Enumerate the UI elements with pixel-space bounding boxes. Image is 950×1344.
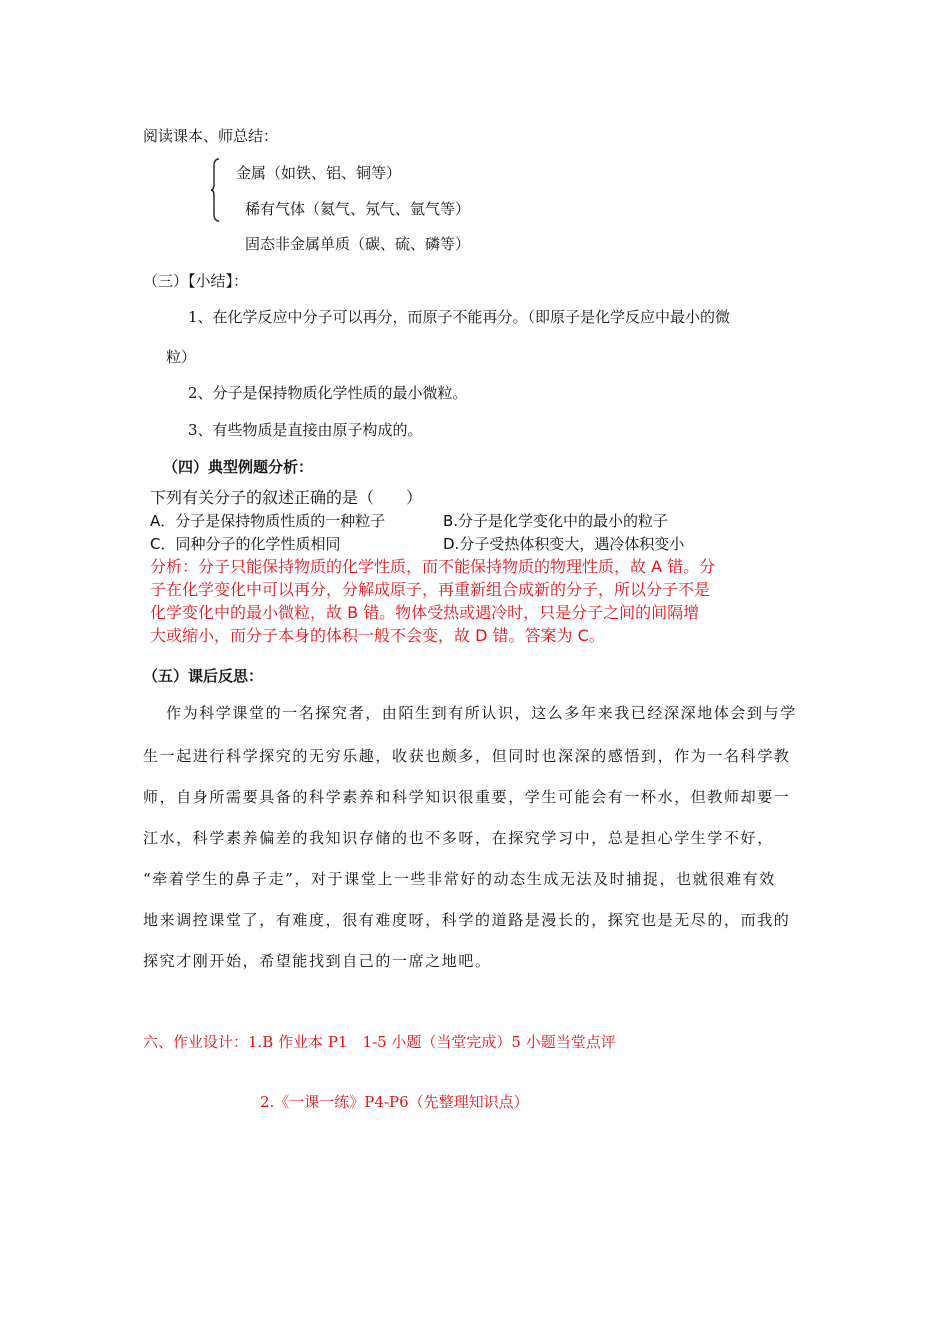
reflection-line: 师，自身所需要具备的科学素养和科学知识很重要，学生可能会有一杯水，但教师却要一 [143,788,791,806]
option-c: C．同种分子的化学性质相同 [150,535,341,553]
reflection-line: 地来调控课堂了，有难度，很有难度呀，科学的道路是漫长的，探究也是无尽的，而我的 [143,911,791,929]
intro-text: 阅读课本、师总结： [143,127,279,145]
analysis-line: 大或缩小，而分子本身的体积一般不会变，故 D 错。答案为 C。 [150,626,605,645]
category-metal: 金属（如铁、铝、铜等） [236,164,402,182]
reflection-line: 生一起进行科学探究的无穷乐趣，收获也颇多，但同时也深深的感悟到，作为一名科学教 [143,747,791,765]
example-heading: （四）典型例题分析： [163,458,314,476]
category-nonmetal: 固态非金属单质（碳、硫、磷等） [245,235,471,253]
summary-item-3: 3、有些物质是直接由原子构成的。 [188,421,423,439]
reflection-line: 江水，科学素养偏差的我知识存储的也不多呀，在探究学习中，总是担心学生学不好， [143,829,774,847]
reflection-heading: （五）课后反思： [143,667,264,685]
analysis-line: 化学变化中的最小微粒，故 B 错。物体受热或遇冷时，只是分子之间的间隔增 [150,603,700,622]
brace-icon [210,158,220,222]
category-noble-gas: 稀有气体（氦气、氖气、氩气等） [245,200,471,218]
option-d: D.分子受热体积变大，遇冷体积变小 [443,535,685,553]
summary-heading: （三）【小结】： [143,272,249,290]
homework-line-1: 六、作业设计：1.B 作业本 P1 1-5 小题（当堂完成）5 小题当堂点评 [143,1033,616,1051]
summary-item-2: 2、分子是保持物质化学性质的最小微粒。 [188,384,468,402]
option-b: B.分子是化学变化中的最小的粒子 [443,512,669,530]
homework-line-2: 2.《一课一练》P4-P6（先整理知识点） [260,1093,529,1111]
example-question: 下列有关分子的叙述正确的是（ ） [150,488,423,507]
reflection-line: 作为科学课堂的一名探究者，由陌生到有所认识，这么多年来我已经深深地体会到与学 [166,704,797,722]
reflection-line: 探究才刚开始，希望能找到自己的一席之地吧。 [143,952,492,970]
reflection-line: “牵着学生的鼻子走”，对于课堂上一些非常好的动态生成无法及时捕捉，也就很难有效 [143,870,776,888]
analysis-line: 分析：分子只能保持物质的化学性质，而不能保持物质的物理性质，故 A 错。分 [150,557,716,576]
summary-item-1: 1、在化学反应中分子可以再分，而原子不能再分。（即原子是化学反应中最小的微 [188,308,731,326]
option-a: A．分子是保持物质性质的一种粒子 [150,512,386,530]
analysis-line: 子在化学变化中可以再分，分解成原子，再重新组合成新的分子，所以分子不是 [150,580,711,599]
summary-item-1-cont: 粒） [166,348,197,366]
